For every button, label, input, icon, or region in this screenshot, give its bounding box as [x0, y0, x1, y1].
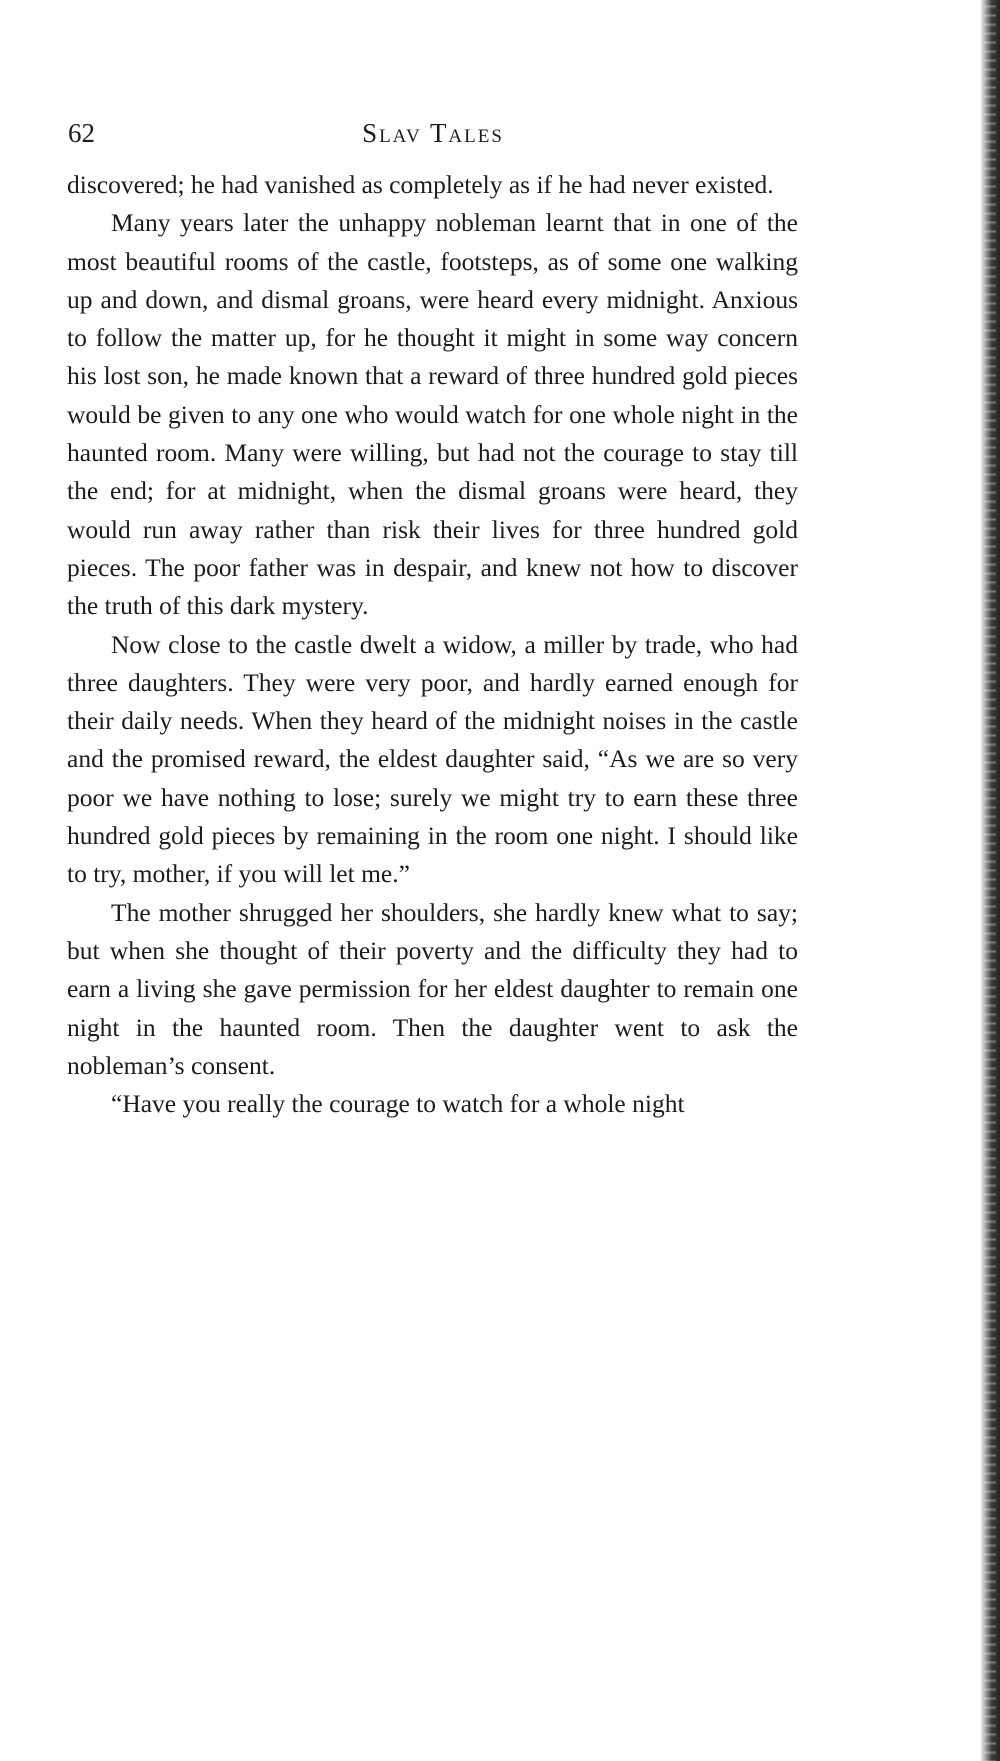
running-title: Slav Tales	[362, 118, 504, 148]
running-head	[68, 118, 798, 158]
paragraph: Now close to the castle dwelt a widow, a miller by trade, who had three daughters. They were very poor, and hardly earned enough for their daily needs. When they heard of the midnight noises in the castle and the promised reward, the eldest daughter said, “As we are so very poor we have nothing to lose; surely we might try to earn these three hundred gold pieces by remaining in the room one night. I should like to try, mother, if you will let me.”	[67, 629, 798, 889]
paragraph-continuation: discovered; he had vanished as completely as if he had never existed.	[67, 170, 774, 199]
paragraph: The mother shrugged her shoulders, she hardly knew what to say; but when she thought of their poverty and the difficulty they had to earn a living she gave permission for her eldest daughter to remain one night in the haunted room. Then the daughter went to ask the nobleman’s consent.	[67, 897, 798, 1080]
book-spine-edge	[980, 0, 1000, 1761]
body-text	[67, 166, 798, 1123]
page-number: 62	[68, 118, 95, 148]
spine-texture	[984, 0, 996, 1761]
paragraph: “Have you really the courage to watch for a whole night	[111, 1089, 685, 1119]
paragraph: Many years later the unhappy nobleman learnt that in one of the most beautiful rooms of the castle, footsteps, as of some one walking up and down, and dismal groans, were heard every midnight. Anxious to follow the matter up, for he thought it might in some way concern his lost son, he made known that a reward of three hundred gold pieces would be given to any one who would watch for one whole night in the haunted room. Many were willing, but had not the courage to stay till the end; for at midnight, when the dismal groans were heard, they would run away rather than risk their lives for three hundred gold pieces. The poor father was in despair, and knew not how to discover the truth of this dark mystery.	[67, 208, 798, 621]
